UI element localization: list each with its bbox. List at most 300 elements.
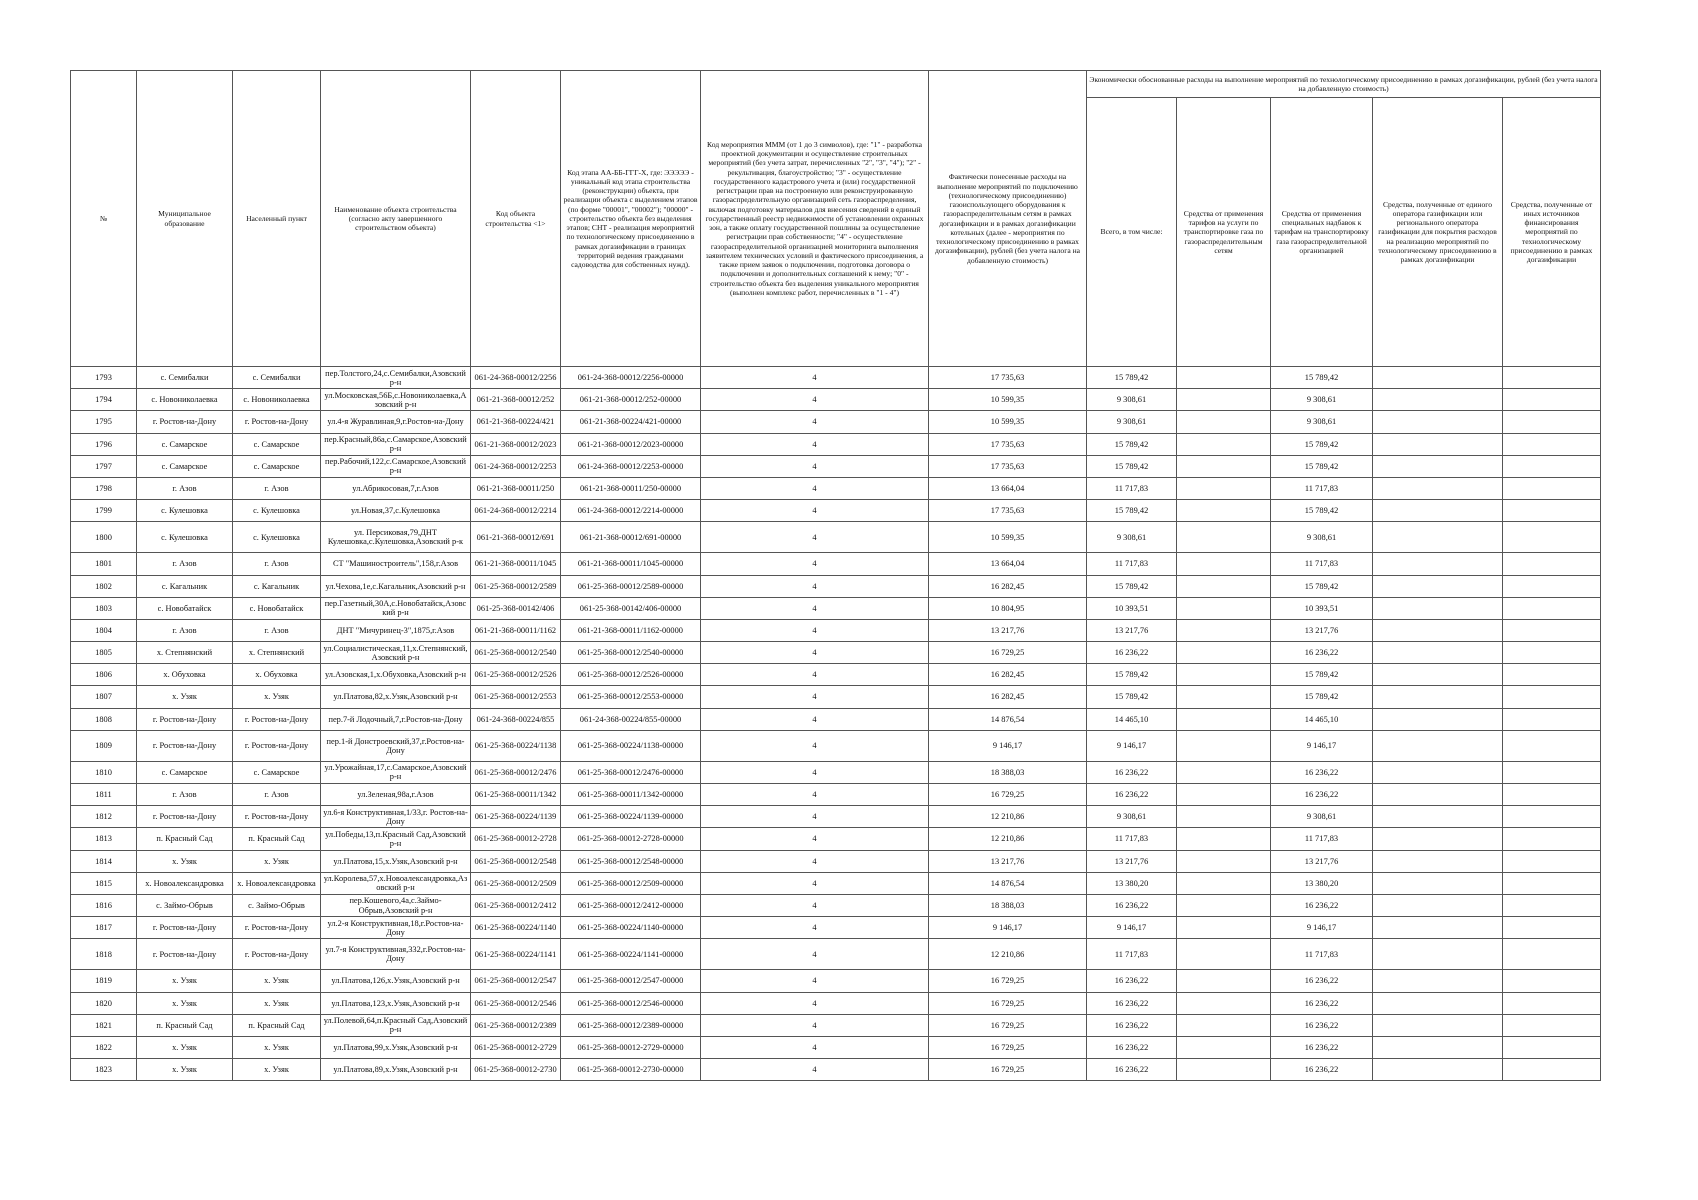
cell-operator-funds [1373, 389, 1503, 411]
cell-object-name: СТ "Машиностроитель",158,г.Азов [321, 553, 471, 575]
cell-municipality: с. Новобатайск [137, 597, 233, 619]
cell-special-markups: 11 717,83 [1271, 477, 1373, 499]
table-row [71, 1014, 1601, 1036]
header-activity-code: Код мероприятия МММ (от 1 до 3 символов), где: "1" - разработка проектной документации и осуществление строительных мероприятий (без учета затрат, перечисленных "2", "3", "4"); "2" - рекультивация, благоустройство; "3" - осуществление государственного кадастрового учета и (или) государственной регистрации прав на построенную или реконструированную газораспределительную организацией сеть газораспределения, включая подготовку материалов для внесения сведений в единый государственный реестр недвижимости об установлении охранных зон, а также оплату государственной пошлины за осуществление регистрации прав собственности; "4" - осуществление газораспределительной организацией мониторинга выполнения заявителем технических условий и фактического присоединения, а также прием заявок о подключении, подготовка договора о подключении и дополнительных соглашений к нему; "0" - строительство объекта без выделения уникального мероприятия (выполнен комплекс работ, перечисленных в "1 - 4") [701, 71, 929, 367]
cell-object-code: 061-21-368-00011/1162 [471, 619, 561, 641]
cell-operator-funds [1373, 411, 1503, 433]
cell-activity-code: 4 [701, 917, 929, 939]
cell-municipality: г. Ростов-на-Дону [137, 411, 233, 433]
cell-num: 1815 [71, 872, 137, 894]
cell-municipality: х. Обуховка [137, 664, 233, 686]
header-object-code: Код объекта строительства <1> [471, 71, 561, 367]
cell-num: 1797 [71, 455, 137, 477]
cell-activity-code: 4 [701, 828, 929, 850]
cell-operator-funds [1373, 642, 1503, 664]
cell-other-sources [1503, 730, 1601, 761]
cell-settlement: с. Займо-Обрыв [233, 894, 321, 916]
cell-tariff-transport [1177, 850, 1271, 872]
cell-stage-code: 061-21-368-00012/2023-00000 [561, 433, 701, 455]
cell-object-code: 061-25-368-00224/1138 [471, 730, 561, 761]
cell-tariff-transport [1177, 708, 1271, 730]
cell-activity-code: 4 [701, 553, 929, 575]
cell-total: 16 236,22 [1087, 761, 1177, 783]
cell-stage-code: 061-25-368-00012/2412-00000 [561, 894, 701, 916]
cell-object-code: 061-21-368-00011/1045 [471, 553, 561, 575]
cell-activity-code: 4 [701, 619, 929, 641]
table-row [71, 1059, 1601, 1081]
cell-object-code: 061-25-368-00012-2729 [471, 1036, 561, 1058]
table-row [71, 433, 1601, 455]
cell-activity-code: 4 [701, 784, 929, 806]
cell-total: 9 308,61 [1087, 411, 1177, 433]
cell-special-markups: 15 789,42 [1271, 367, 1373, 389]
cell-municipality: х. Новоалександровка [137, 872, 233, 894]
cell-stage-code: 061-25-368-00224/1141-00000 [561, 939, 701, 970]
cell-activity-code: 4 [701, 730, 929, 761]
header-other-sources: Средства, полученные от иных источников финансирования мероприятий по технологическому присоединению в рамках догазификации [1503, 98, 1601, 367]
cell-object-code: 061-25-368-00012/2526 [471, 664, 561, 686]
cell-actual-costs: 13 217,76 [929, 850, 1087, 872]
cell-other-sources [1503, 477, 1601, 499]
cell-object-code: 061-25-368-00224/1141 [471, 939, 561, 970]
cell-other-sources [1503, 522, 1601, 553]
cell-object-name: ул.Урожайная,17,с.Самарское,Азовский р-н [321, 761, 471, 783]
cell-special-markups: 15 789,42 [1271, 686, 1373, 708]
cell-object-code: 061-24-368-00012/2214 [471, 500, 561, 522]
cell-actual-costs: 17 735,63 [929, 500, 1087, 522]
cell-actual-costs: 9 146,17 [929, 730, 1087, 761]
cell-object-name: пер.1-й Донстроевский,37,г.Ростов-на-Дону [321, 730, 471, 761]
cell-object-name: ул.Победы,13,п.Красный Сад,Азовский р-н [321, 828, 471, 850]
cell-total: 15 789,42 [1087, 575, 1177, 597]
cell-actual-costs: 10 804,95 [929, 597, 1087, 619]
cell-total: 15 789,42 [1087, 500, 1177, 522]
cell-object-name: ул.Полевой,64,п.Красный Сад,Азовский р-н [321, 1014, 471, 1036]
cell-tariff-transport [1177, 389, 1271, 411]
cell-operator-funds [1373, 894, 1503, 916]
cell-other-sources [1503, 619, 1601, 641]
cell-municipality: с. Новониколаевка [137, 389, 233, 411]
cell-total: 9 308,61 [1087, 389, 1177, 411]
cell-special-markups: 16 236,22 [1271, 1036, 1373, 1058]
cell-municipality: с. Займо-Обрыв [137, 894, 233, 916]
cell-special-markups: 15 789,42 [1271, 455, 1373, 477]
table-row [71, 553, 1601, 575]
cell-actual-costs: 16 729,25 [929, 970, 1087, 992]
cell-stage-code: 061-25-368-00012/2589-00000 [561, 575, 701, 597]
cell-total: 10 393,51 [1087, 597, 1177, 619]
table-row [71, 1036, 1601, 1058]
cell-activity-code: 4 [701, 939, 929, 970]
cell-actual-costs: 17 735,63 [929, 455, 1087, 477]
cell-special-markups: 10 393,51 [1271, 597, 1373, 619]
cell-settlement: с. Кулешовка [233, 500, 321, 522]
cell-total: 11 717,83 [1087, 939, 1177, 970]
cell-stage-code: 061-25-368-00012-2730-00000 [561, 1059, 701, 1081]
cell-special-markups: 9 308,61 [1271, 806, 1373, 828]
cell-stage-code: 061-21-368-00012/691-00000 [561, 522, 701, 553]
cell-other-sources [1503, 367, 1601, 389]
cell-num: 1808 [71, 708, 137, 730]
cell-actual-costs: 12 210,86 [929, 806, 1087, 828]
cell-settlement: с. Новониколаевка [233, 389, 321, 411]
cell-num: 1818 [71, 939, 137, 970]
cell-actual-costs: 9 146,17 [929, 917, 1087, 939]
cell-total: 13 217,76 [1087, 619, 1177, 641]
cell-operator-funds [1373, 1014, 1503, 1036]
cell-num: 1802 [71, 575, 137, 597]
cell-municipality: х. Узяк [137, 970, 233, 992]
header-object-name: Наименование объекта строительства (согласно акту завершенного строительством объекта) [321, 71, 471, 367]
table-row [71, 806, 1601, 828]
cell-operator-funds [1373, 784, 1503, 806]
cell-object-code: 061-25-368-00224/1140 [471, 917, 561, 939]
cell-object-name: ул.2-я Конструктивная,18,г.Ростов-на-Дону [321, 917, 471, 939]
cell-other-sources [1503, 708, 1601, 730]
cell-activity-code: 4 [701, 1059, 929, 1081]
cell-tariff-transport [1177, 730, 1271, 761]
table-row [71, 939, 1601, 970]
cell-total: 13 217,76 [1087, 850, 1177, 872]
cell-object-code: 061-25-368-00012/2389 [471, 1014, 561, 1036]
cell-actual-costs: 10 599,35 [929, 389, 1087, 411]
cell-num: 1812 [71, 806, 137, 828]
header-actual-costs: Фактически понесенные расходы на выполнение мероприятий по подключению (технологическому присоединению) газоиспользующего оборудования к газораспределительным сетям в рамках догазификации и в рамках догазификации котельных (далее - мероприятия по технологическому присоединению в рамках догазификации), рублей (без учета налога на добавленную стоимость) [929, 71, 1087, 367]
cell-actual-costs: 16 729,25 [929, 784, 1087, 806]
table-row [71, 872, 1601, 894]
cell-special-markups: 13 380,20 [1271, 872, 1373, 894]
cell-activity-code: 4 [701, 761, 929, 783]
cell-tariff-transport [1177, 500, 1271, 522]
cell-other-sources [1503, 806, 1601, 828]
cell-other-sources [1503, 939, 1601, 970]
cell-stage-code: 061-24-368-00224/855-00000 [561, 708, 701, 730]
cell-object-name: ул.Чехова,1е,с.Кагальник,Азовский р-н [321, 575, 471, 597]
cell-activity-code: 4 [701, 500, 929, 522]
table-row [71, 784, 1601, 806]
header-total: Всего, в том числе: [1087, 98, 1177, 367]
cell-settlement: х. Узяк [233, 970, 321, 992]
cell-num: 1793 [71, 367, 137, 389]
cell-actual-costs: 13 217,76 [929, 619, 1087, 641]
cell-actual-costs: 18 388,03 [929, 761, 1087, 783]
cell-total: 11 717,83 [1087, 828, 1177, 850]
cell-stage-code: 061-24-368-00012/2256-00000 [561, 367, 701, 389]
cell-tariff-transport [1177, 992, 1271, 1014]
cell-object-name: ул.Зеленая,98а,г.Азов [321, 784, 471, 806]
cell-num: 1807 [71, 686, 137, 708]
cell-settlement: с. Самарское [233, 433, 321, 455]
cell-operator-funds [1373, 917, 1503, 939]
table-row [71, 708, 1601, 730]
table-body [71, 367, 1601, 1081]
cell-activity-code: 4 [701, 894, 929, 916]
cell-operator-funds [1373, 597, 1503, 619]
cell-settlement: х. Новоалександровка [233, 872, 321, 894]
cell-tariff-transport [1177, 917, 1271, 939]
cell-stage-code: 061-25-368-00012/2540-00000 [561, 642, 701, 664]
cell-activity-code: 4 [701, 1036, 929, 1058]
cell-activity-code: 4 [701, 522, 929, 553]
cell-tariff-transport [1177, 1059, 1271, 1081]
cell-num: 1823 [71, 1059, 137, 1081]
cell-total: 13 380,20 [1087, 872, 1177, 894]
cell-municipality: х. Узяк [137, 1059, 233, 1081]
header-stage-code: Код этапа АА-ББ-ГГГ-Х, где: ЭЭЭЭЭ - уникальный код этапа строительства (реконструкции) объекта, при реализации объекта с выделением этапов (по форме "00001", "00002"); "00000" - строительство объекта без выделения этапов; СНТ - реализация мероприятий по технологическому присоединению в рамках догазификации в границах территорий ведения гражданами садоводства для собственных нужд). [561, 71, 701, 367]
cell-num: 1803 [71, 597, 137, 619]
cell-stage-code: 061-25-368-00012-2729-00000 [561, 1036, 701, 1058]
cell-tariff-transport [1177, 664, 1271, 686]
cell-num: 1804 [71, 619, 137, 641]
cell-activity-code: 4 [701, 970, 929, 992]
cell-num: 1817 [71, 917, 137, 939]
cell-total: 16 236,22 [1087, 894, 1177, 916]
cell-settlement: г. Ростов-на-Дону [233, 411, 321, 433]
table-row [71, 970, 1601, 992]
cell-other-sources [1503, 642, 1601, 664]
cell-special-markups: 16 236,22 [1271, 761, 1373, 783]
cell-special-markups: 9 146,17 [1271, 917, 1373, 939]
cell-actual-costs: 17 735,63 [929, 367, 1087, 389]
header-econ-group: Экономически обоснованные расходы на выполнение мероприятий по технологическому присоединению в рамках догазификации, рублей (без учета налога на добавленную стоимость) [1087, 71, 1601, 98]
cell-object-code: 061-24-368-00224/855 [471, 708, 561, 730]
cell-object-code: 061-25-368-00012/2476 [471, 761, 561, 783]
cell-special-markups: 15 789,42 [1271, 500, 1373, 522]
cell-settlement: х. Узяк [233, 686, 321, 708]
cell-municipality: с. Самарское [137, 455, 233, 477]
table-row [71, 894, 1601, 916]
cell-actual-costs: 16 729,25 [929, 642, 1087, 664]
cell-municipality: с. Кулешовка [137, 500, 233, 522]
cell-total: 15 789,42 [1087, 686, 1177, 708]
cell-activity-code: 4 [701, 708, 929, 730]
cell-other-sources [1503, 970, 1601, 992]
cell-actual-costs: 16 282,45 [929, 575, 1087, 597]
cell-object-name: пер.7-й Лодочный,7,г.Ростов-на-Дону [321, 708, 471, 730]
cell-special-markups: 14 465,10 [1271, 708, 1373, 730]
cell-object-name: ул.Социалистическая,11,х.Степнянский,Азовский р-н [321, 642, 471, 664]
cell-total: 16 236,22 [1087, 992, 1177, 1014]
cell-num: 1819 [71, 970, 137, 992]
cell-special-markups: 15 789,42 [1271, 433, 1373, 455]
cell-municipality: х. Узяк [137, 686, 233, 708]
cell-stage-code: 061-21-368-00224/421-00000 [561, 411, 701, 433]
cell-municipality: г. Ростов-на-Дону [137, 708, 233, 730]
cell-tariff-transport [1177, 939, 1271, 970]
cell-other-sources [1503, 828, 1601, 850]
cell-stage-code: 061-25-368-00224/1138-00000 [561, 730, 701, 761]
cell-other-sources [1503, 1059, 1601, 1081]
table-row [71, 477, 1601, 499]
cell-other-sources [1503, 664, 1601, 686]
cell-actual-costs: 16 729,25 [929, 1036, 1087, 1058]
cell-activity-code: 4 [701, 850, 929, 872]
cell-activity-code: 4 [701, 455, 929, 477]
cell-actual-costs: 13 664,04 [929, 553, 1087, 575]
cell-settlement: г. Ростов-на-Дону [233, 806, 321, 828]
cell-num: 1800 [71, 522, 137, 553]
table-row [71, 686, 1601, 708]
cell-total: 11 717,83 [1087, 477, 1177, 499]
cell-object-code: 061-25-368-00012/2546 [471, 992, 561, 1014]
cell-municipality: с. Самарское [137, 761, 233, 783]
cell-settlement: х. Обуховка [233, 664, 321, 686]
cell-municipality: х. Степнянский [137, 642, 233, 664]
cell-object-code: 061-24-368-00012/2253 [471, 455, 561, 477]
cell-actual-costs: 14 876,54 [929, 708, 1087, 730]
cell-object-code: 061-25-368-00012/2589 [471, 575, 561, 597]
cell-activity-code: 4 [701, 389, 929, 411]
table-row [71, 828, 1601, 850]
cell-total: 16 236,22 [1087, 970, 1177, 992]
header-municipality: Муниципальное образование [137, 71, 233, 367]
table-row [71, 619, 1601, 641]
cell-special-markups: 11 717,83 [1271, 828, 1373, 850]
cell-num: 1821 [71, 1014, 137, 1036]
cell-num: 1795 [71, 411, 137, 433]
cell-object-code: 061-25-368-00012/2553 [471, 686, 561, 708]
cell-object-code: 061-21-368-00012/691 [471, 522, 561, 553]
cell-settlement: х. Узяк [233, 992, 321, 1014]
cell-stage-code: 061-25-368-00142/406-00000 [561, 597, 701, 619]
cell-stage-code: 061-25-368-00012/2548-00000 [561, 850, 701, 872]
cell-operator-funds [1373, 806, 1503, 828]
cell-object-name: ул.Королева,57,х.Новоалександровка,Азовский р-н [321, 872, 471, 894]
cell-stage-code: 061-25-368-00012-2728-00000 [561, 828, 701, 850]
cell-num: 1822 [71, 1036, 137, 1058]
cell-num: 1805 [71, 642, 137, 664]
cell-tariff-transport [1177, 522, 1271, 553]
cell-activity-code: 4 [701, 872, 929, 894]
cell-tariff-transport [1177, 894, 1271, 916]
cell-activity-code: 4 [701, 686, 929, 708]
cell-tariff-transport [1177, 597, 1271, 619]
cell-operator-funds [1373, 761, 1503, 783]
cell-special-markups: 9 308,61 [1271, 389, 1373, 411]
cell-tariff-transport [1177, 433, 1271, 455]
cell-num: 1798 [71, 477, 137, 499]
cell-municipality: с. Семибалки [137, 367, 233, 389]
cell-object-code: 061-25-368-00224/1139 [471, 806, 561, 828]
cell-municipality: г. Ростов-на-Дону [137, 806, 233, 828]
cell-settlement: п. Красный Сад [233, 1014, 321, 1036]
cell-total: 9 308,61 [1087, 806, 1177, 828]
cell-object-name: ул.7-я Конструктивная,332,г.Ростов-на-Дону [321, 939, 471, 970]
cell-tariff-transport [1177, 872, 1271, 894]
cell-tariff-transport [1177, 642, 1271, 664]
cell-special-markups: 13 217,76 [1271, 850, 1373, 872]
cell-object-code: 061-25-368-00012/2509 [471, 872, 561, 894]
cell-tariff-transport [1177, 761, 1271, 783]
cell-total: 9 308,61 [1087, 522, 1177, 553]
cell-operator-funds [1373, 477, 1503, 499]
cell-tariff-transport [1177, 1014, 1271, 1036]
cell-object-code: 061-25-368-00012/2547 [471, 970, 561, 992]
table-row [71, 597, 1601, 619]
cell-municipality: х. Узяк [137, 1036, 233, 1058]
cell-tariff-transport [1177, 411, 1271, 433]
cell-object-name: пер.Красный,86а,с.Самарское,Азовский р-н [321, 433, 471, 455]
table-row [71, 850, 1601, 872]
cell-object-name: ул.Платова,99,х.Узяк,Азовский р-н [321, 1036, 471, 1058]
cell-num: 1796 [71, 433, 137, 455]
cell-total: 9 146,17 [1087, 917, 1177, 939]
cell-total: 9 146,17 [1087, 730, 1177, 761]
cell-municipality: г. Азов [137, 553, 233, 575]
table-row [71, 575, 1601, 597]
table-row [71, 664, 1601, 686]
cell-actual-costs: 12 210,86 [929, 828, 1087, 850]
cell-tariff-transport [1177, 477, 1271, 499]
cell-special-markups: 15 789,42 [1271, 575, 1373, 597]
cell-operator-funds [1373, 553, 1503, 575]
cell-other-sources [1503, 553, 1601, 575]
cell-other-sources [1503, 784, 1601, 806]
cell-special-markups: 16 236,22 [1271, 1014, 1373, 1036]
cell-operator-funds [1373, 1059, 1503, 1081]
cell-stage-code: 061-25-368-00012/2389-00000 [561, 1014, 701, 1036]
cell-object-name: ул. Персиковая,79,ДНТ Кулешовка,с.Кулешовка,Азовский р-к [321, 522, 471, 553]
cell-total: 15 789,42 [1087, 664, 1177, 686]
cell-special-markups: 16 236,22 [1271, 894, 1373, 916]
cell-object-name: ул.Новая,37,с.Кулешовка [321, 500, 471, 522]
cell-tariff-transport [1177, 686, 1271, 708]
cell-num: 1799 [71, 500, 137, 522]
cell-operator-funds [1373, 575, 1503, 597]
cell-object-name: ул.Азовская,1,х.Обуховка,Азовский р-н [321, 664, 471, 686]
cell-special-markups: 13 217,76 [1271, 619, 1373, 641]
cell-num: 1809 [71, 730, 137, 761]
cell-actual-costs: 17 735,63 [929, 433, 1087, 455]
cell-settlement: г. Азов [233, 553, 321, 575]
cell-operator-funds [1373, 686, 1503, 708]
cell-object-code: 061-25-368-00011/1342 [471, 784, 561, 806]
cell-operator-funds [1373, 664, 1503, 686]
cell-operator-funds [1373, 1036, 1503, 1058]
cell-settlement: с. Кагальник [233, 575, 321, 597]
cell-operator-funds [1373, 970, 1503, 992]
cell-municipality: с. Кагальник [137, 575, 233, 597]
cell-actual-costs: 16 729,25 [929, 1059, 1087, 1081]
header-special-markups: Средства от применения специальных надбавок к тарифам на транспортировку газа газораспределительной организацией [1271, 98, 1373, 367]
header-num: № [71, 71, 137, 367]
cell-object-name: ул.Платова,89,х.Узяк,Азовский р-н [321, 1059, 471, 1081]
cell-operator-funds [1373, 872, 1503, 894]
cell-tariff-transport [1177, 784, 1271, 806]
table-row [71, 389, 1601, 411]
header-operator-funds: Средства, полученные от единого оператора газификации или регионального оператора газификации для покрытия расходов на реализацию мероприятий по технологическому присоединению в рамках догазификации [1373, 98, 1503, 367]
cell-settlement: с. Кулешовка [233, 522, 321, 553]
cell-operator-funds [1373, 500, 1503, 522]
table-row [71, 992, 1601, 1014]
cell-total: 16 236,22 [1087, 1059, 1177, 1081]
cell-activity-code: 4 [701, 992, 929, 1014]
cell-other-sources [1503, 850, 1601, 872]
cell-special-markups: 16 236,22 [1271, 992, 1373, 1014]
cell-total: 16 236,22 [1087, 1036, 1177, 1058]
cell-actual-costs: 12 210,86 [929, 939, 1087, 970]
cell-stage-code: 061-21-368-00011/250-00000 [561, 477, 701, 499]
cell-object-name: ул.Платова,126,х.Узяк,Азовский р-н [321, 970, 471, 992]
cell-settlement: г. Азов [233, 477, 321, 499]
cell-tariff-transport [1177, 575, 1271, 597]
cell-object-code: 061-25-368-00012/2548 [471, 850, 561, 872]
cell-stage-code: 061-25-368-00012/2546-00000 [561, 992, 701, 1014]
header-tariff-transport: Средства от применения тарифов на услуги по транспортировке газа по газораспределительным сетям [1177, 98, 1271, 367]
cell-activity-code: 4 [701, 1014, 929, 1036]
cell-tariff-transport [1177, 455, 1271, 477]
cell-special-markups: 11 717,83 [1271, 939, 1373, 970]
